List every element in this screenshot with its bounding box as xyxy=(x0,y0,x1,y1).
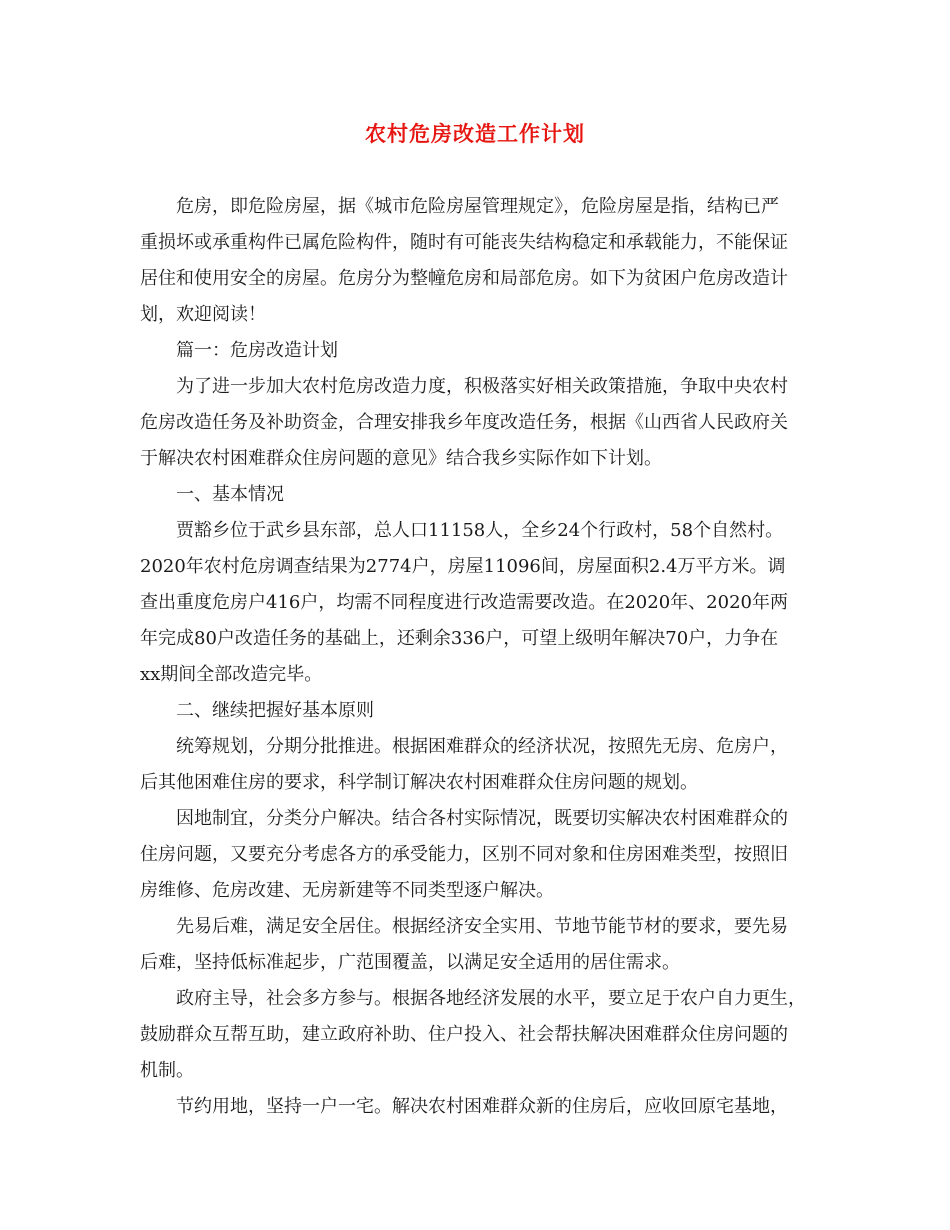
paragraph-line: 后其他困难住房的要求，科学制订解决农村困难群众住房问题的规划。 xyxy=(140,772,698,793)
paragraph-line: 住房问题，又要充分考虑各方的承受能力，区别不同对象和住房困难类型，按照旧 xyxy=(140,844,788,865)
paragraph-line: 政府主导，社会多方参与。根据各地经济发展的水平，要立足于农户自力更生， xyxy=(176,988,806,1009)
paragraph-line: 危房改造任务及补助资金，合理安排我乡年度改造任务，根据《山西省人民政府关 xyxy=(140,412,788,433)
paragraph-line: xx期间全部改造完毕。 xyxy=(140,664,323,685)
section-heading: 篇一：危房改造计划 xyxy=(176,340,338,361)
paragraph-line: 于解决农村困难群众住房问题的意见》结合我乡实际作如下计划。 xyxy=(140,448,662,469)
paragraph-line: 节约用地，坚持一户一宅。解决农村困难群众新的住房后，应收回原宅基地， xyxy=(176,1096,788,1117)
paragraph-line: 居住和使用安全的房屋。危房分为整幢危房和局部危房。如下为贫困户危房改造计 xyxy=(140,268,788,289)
paragraph-line: 危房，即危险房屋，据《城市危险房屋管理规定》，危险房屋是指，结构已严 xyxy=(176,196,779,217)
paragraph-line: 先易后难，满足安全居住。根据经济安全实用、节地节能节材的要求，要先易 xyxy=(176,916,788,937)
paragraph-line: 房维修、危房改建、无房新建等不同类型逐户解决。 xyxy=(140,880,554,901)
paragraph-line: 划，欢迎阅读！ xyxy=(140,304,266,325)
paragraph-line: 机制。 xyxy=(140,1060,194,1081)
paragraph-line: 后难，坚持低标准起步，广范围覆盖，以满足安全适用的居住需求。 xyxy=(140,952,680,973)
paragraph-line: 贾豁乡位于武乡县东部，总人口11158人，全乡24个行政村，58个自然村。 xyxy=(176,520,784,541)
paragraph-line: 为了进一步加大农村危房改造力度，积极落实好相关政策措施，争取中央农村 xyxy=(176,376,788,397)
paragraph-line: 查出重度危房户416户，均需不同程度进行改造需要改造。在2020年、2020年两 xyxy=(140,592,788,613)
paragraph-line: 统筹规划，分期分批推进。根据困难群众的经济状况，按照先无房、危房户， xyxy=(176,736,788,757)
section-heading: 二、继续把握好基本原则 xyxy=(176,700,374,721)
paragraph-line: 2020年农村危房调查结果为2774户，房屋11096间，房屋面积2.4万平方米。调 xyxy=(140,556,786,577)
section-heading: 一、基本情况 xyxy=(176,484,284,505)
paragraph-line: 因地制宜，分类分户解决。结合各村实际情况，既要切实解决农村困难群众的 xyxy=(176,808,788,829)
paragraph-line: 年完成80户改造任务的基础上，还剩余336户，可望上级明年解决70户，力争在 xyxy=(140,628,779,649)
document-title: 农村危房改造工作计划 xyxy=(365,121,585,146)
paragraph-line: 重损坏或承重构件已属危险构件，随时有可能丧失结构稳定和承载能力，不能保证 xyxy=(140,232,788,253)
paragraph-line: 鼓励群众互帮互助，建立政府补助、住户投入、社会帮扶解决困难群众住房问题的 xyxy=(140,1024,788,1045)
